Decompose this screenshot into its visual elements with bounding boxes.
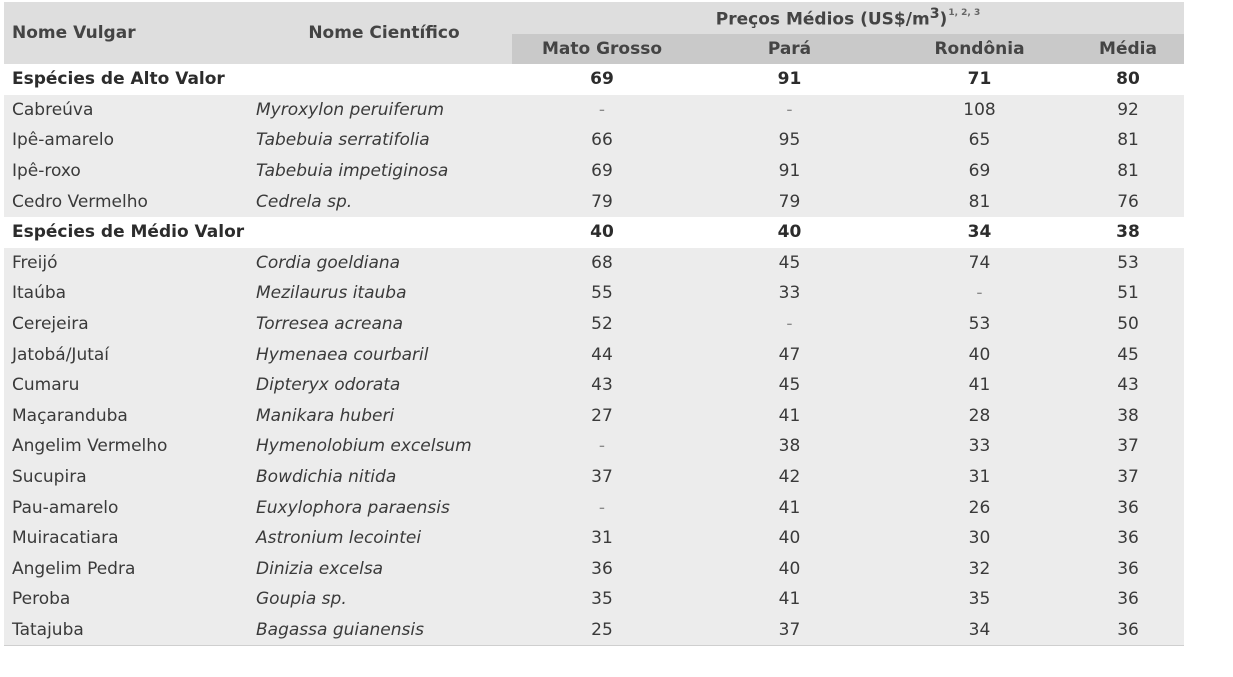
- media-price-cell: 76: [1072, 186, 1184, 217]
- rondonia-price-cell: 31: [887, 462, 1072, 493]
- para-price-cell: 40: [692, 523, 887, 554]
- table-row: [4, 248, 1184, 279]
- para-price-cell: 91: [692, 64, 887, 95]
- scientific-name-cell: Dipteryx odorata: [256, 370, 512, 401]
- rondonia-price-cell: 28: [887, 401, 1072, 432]
- common-name-cell: Pau-amarelo: [4, 492, 256, 523]
- table-row: [4, 95, 1184, 126]
- table-row: [4, 462, 1184, 493]
- table-row: [4, 554, 1184, 585]
- header-media: Média: [1072, 34, 1184, 64]
- mato-grosso-price-cell: 37: [512, 462, 692, 493]
- mato-grosso-price-cell: 69: [512, 156, 692, 187]
- common-name-cell: Muiracatiara: [4, 523, 256, 554]
- table-row: [4, 278, 1184, 309]
- scientific-name-cell: Cordia goeldiana: [256, 248, 512, 279]
- mato-grosso-price-cell: 27: [512, 401, 692, 432]
- media-price-cell: 37: [1072, 431, 1184, 462]
- header-nome-vulgar: Nome Vulgar: [4, 2, 256, 64]
- header-precos-medios: [512, 2, 1184, 34]
- media-price-cell: 37: [1072, 462, 1184, 493]
- media-price-cell: 53: [1072, 248, 1184, 279]
- scientific-name-cell: Astronium lecointei: [256, 523, 512, 554]
- table-row: [4, 186, 1184, 217]
- scientific-name-cell: [256, 217, 512, 248]
- media-price-cell: 38: [1072, 401, 1184, 432]
- table-row: [4, 309, 1184, 340]
- common-name-cell: Ipê-roxo: [4, 156, 256, 187]
- para-price-cell: 41: [692, 584, 887, 615]
- para-price-cell: -: [692, 309, 887, 340]
- rondonia-price-cell: 108: [887, 95, 1072, 126]
- table-row: [4, 584, 1184, 615]
- para-price-cell: 41: [692, 401, 887, 432]
- mato-grosso-price-cell: 40: [512, 217, 692, 248]
- mato-grosso-price-cell: 55: [512, 278, 692, 309]
- media-price-cell: 36: [1072, 584, 1184, 615]
- scientific-name-cell: Tabebuia serratifolia: [256, 125, 512, 156]
- rondonia-price-cell: 33: [887, 431, 1072, 462]
- mato-grosso-price-cell: 35: [512, 584, 692, 615]
- header-precos-footnotes: 1, 2, 3: [948, 7, 981, 18]
- table-row: [4, 339, 1184, 370]
- scientific-name-cell: Torresea acreana: [256, 309, 512, 340]
- media-price-cell: 50: [1072, 309, 1184, 340]
- rondonia-price-cell: 26: [887, 492, 1072, 523]
- mato-grosso-price-cell: 52: [512, 309, 692, 340]
- common-name-cell: Angelim Vermelho: [4, 431, 256, 462]
- scientific-name-cell: [256, 64, 512, 95]
- media-price-cell: 36: [1072, 615, 1184, 646]
- mato-grosso-price-cell: 31: [512, 523, 692, 554]
- scientific-name-cell: Hymenaea courbaril: [256, 339, 512, 370]
- group-row: [4, 64, 1184, 95]
- mato-grosso-price-cell: 79: [512, 186, 692, 217]
- scientific-name-cell: Myroxylon peruiferum: [256, 95, 512, 126]
- para-price-cell: 40: [692, 554, 887, 585]
- rondonia-price-cell: 71: [887, 64, 1072, 95]
- common-name-cell: Espécies de Alto Valor: [4, 64, 256, 95]
- header-mato-grosso: Mato Grosso: [512, 34, 692, 64]
- rondonia-price-cell: 35: [887, 584, 1072, 615]
- scientific-name-cell: Manikara huberi: [256, 401, 512, 432]
- common-name-cell: Ipê-amarelo: [4, 125, 256, 156]
- para-price-cell: -: [692, 95, 887, 126]
- rondonia-price-cell: 65: [887, 125, 1072, 156]
- mato-grosso-price-cell: 68: [512, 248, 692, 279]
- header-precos-close: ): [939, 9, 948, 30]
- rondonia-price-cell: 53: [887, 309, 1072, 340]
- media-price-cell: 36: [1072, 492, 1184, 523]
- scientific-name-cell: Bowdichia nitida: [256, 462, 512, 493]
- common-name-cell: Cumaru: [4, 370, 256, 401]
- common-name-cell: Jatobá/Jutaí: [4, 339, 256, 370]
- media-price-cell: 92: [1072, 95, 1184, 126]
- table-row: [4, 615, 1184, 646]
- common-name-cell: Cedro Vermelho: [4, 186, 256, 217]
- common-name-cell: Itaúba: [4, 278, 256, 309]
- group-row: [4, 217, 1184, 248]
- table-row: [4, 401, 1184, 432]
- rondonia-price-cell: 41: [887, 370, 1072, 401]
- rondonia-price-cell: 69: [887, 156, 1072, 187]
- common-name-cell: Angelim Pedra: [4, 554, 256, 585]
- common-name-cell: Freijó: [4, 248, 256, 279]
- mato-grosso-price-cell: 66: [512, 125, 692, 156]
- scientific-name-cell: Dinizia excelsa: [256, 554, 512, 585]
- media-price-cell: 45: [1072, 339, 1184, 370]
- media-price-cell: 81: [1072, 156, 1184, 187]
- table-row: [4, 523, 1184, 554]
- para-price-cell: 91: [692, 156, 887, 187]
- para-price-cell: 79: [692, 186, 887, 217]
- scientific-name-cell: Tabebuia impetiginosa: [256, 156, 512, 187]
- media-price-cell: 43: [1072, 370, 1184, 401]
- mato-grosso-price-cell: 44: [512, 339, 692, 370]
- mato-grosso-price-cell: -: [512, 431, 692, 462]
- table-row: [4, 492, 1184, 523]
- rondonia-price-cell: 74: [887, 248, 1072, 279]
- common-name-cell: Peroba: [4, 584, 256, 615]
- mato-grosso-price-cell: 25: [512, 615, 692, 646]
- rondonia-price-cell: 40: [887, 339, 1072, 370]
- media-price-cell: 81: [1072, 125, 1184, 156]
- common-name-cell: Espécies de Médio Valor: [4, 217, 256, 248]
- timber-price-table: [4, 2, 1184, 646]
- header-nome-cientifico: Nome Científico: [256, 2, 512, 64]
- para-price-cell: 40: [692, 217, 887, 248]
- mato-grosso-price-cell: 43: [512, 370, 692, 401]
- para-price-cell: 37: [692, 615, 887, 646]
- media-price-cell: 80: [1072, 64, 1184, 95]
- common-name-cell: Cerejeira: [4, 309, 256, 340]
- scientific-name-cell: Euxylophora paraensis: [256, 492, 512, 523]
- mato-grosso-price-cell: -: [512, 95, 692, 126]
- table-body: [4, 64, 1184, 646]
- rondonia-price-cell: 34: [887, 615, 1072, 646]
- table-header: [4, 2, 1184, 64]
- table-row: [4, 370, 1184, 401]
- para-price-cell: 33: [692, 278, 887, 309]
- table-row: [4, 156, 1184, 187]
- para-price-cell: 45: [692, 370, 887, 401]
- para-price-cell: 41: [692, 492, 887, 523]
- rondonia-price-cell: 32: [887, 554, 1072, 585]
- para-price-cell: 95: [692, 125, 887, 156]
- common-name-cell: Sucupira: [4, 462, 256, 493]
- para-price-cell: 42: [692, 462, 887, 493]
- header-rondonia: Rondônia: [887, 34, 1072, 64]
- media-price-cell: 51: [1072, 278, 1184, 309]
- rondonia-price-cell: 34: [887, 217, 1072, 248]
- scientific-name-cell: Bagassa guianensis: [256, 615, 512, 646]
- rondonia-price-cell: 81: [887, 186, 1072, 217]
- mato-grosso-price-cell: 36: [512, 554, 692, 585]
- rondonia-price-cell: -: [887, 278, 1072, 309]
- table-row: [4, 431, 1184, 462]
- header-precos-unit-exponent: 3: [929, 6, 940, 23]
- header-precos-label: Preços Médios (US$/m: [715, 9, 930, 30]
- common-name-cell: Cabreúva: [4, 95, 256, 126]
- para-price-cell: 38: [692, 431, 887, 462]
- common-name-cell: Tatajuba: [4, 615, 256, 646]
- common-name-cell: Maçaranduba: [4, 401, 256, 432]
- table-row: [4, 125, 1184, 156]
- para-price-cell: 45: [692, 248, 887, 279]
- rondonia-price-cell: 30: [887, 523, 1072, 554]
- scientific-name-cell: Goupia sp.: [256, 584, 512, 615]
- mato-grosso-price-cell: 69: [512, 64, 692, 95]
- header-para: Pará: [692, 34, 887, 64]
- media-price-cell: 36: [1072, 554, 1184, 585]
- para-price-cell: 47: [692, 339, 887, 370]
- scientific-name-cell: Mezilaurus itauba: [256, 278, 512, 309]
- media-price-cell: 36: [1072, 523, 1184, 554]
- scientific-name-cell: Hymenolobium excelsum: [256, 431, 512, 462]
- media-price-cell: 38: [1072, 217, 1184, 248]
- scientific-name-cell: Cedrela sp.: [256, 186, 512, 217]
- mato-grosso-price-cell: -: [512, 492, 692, 523]
